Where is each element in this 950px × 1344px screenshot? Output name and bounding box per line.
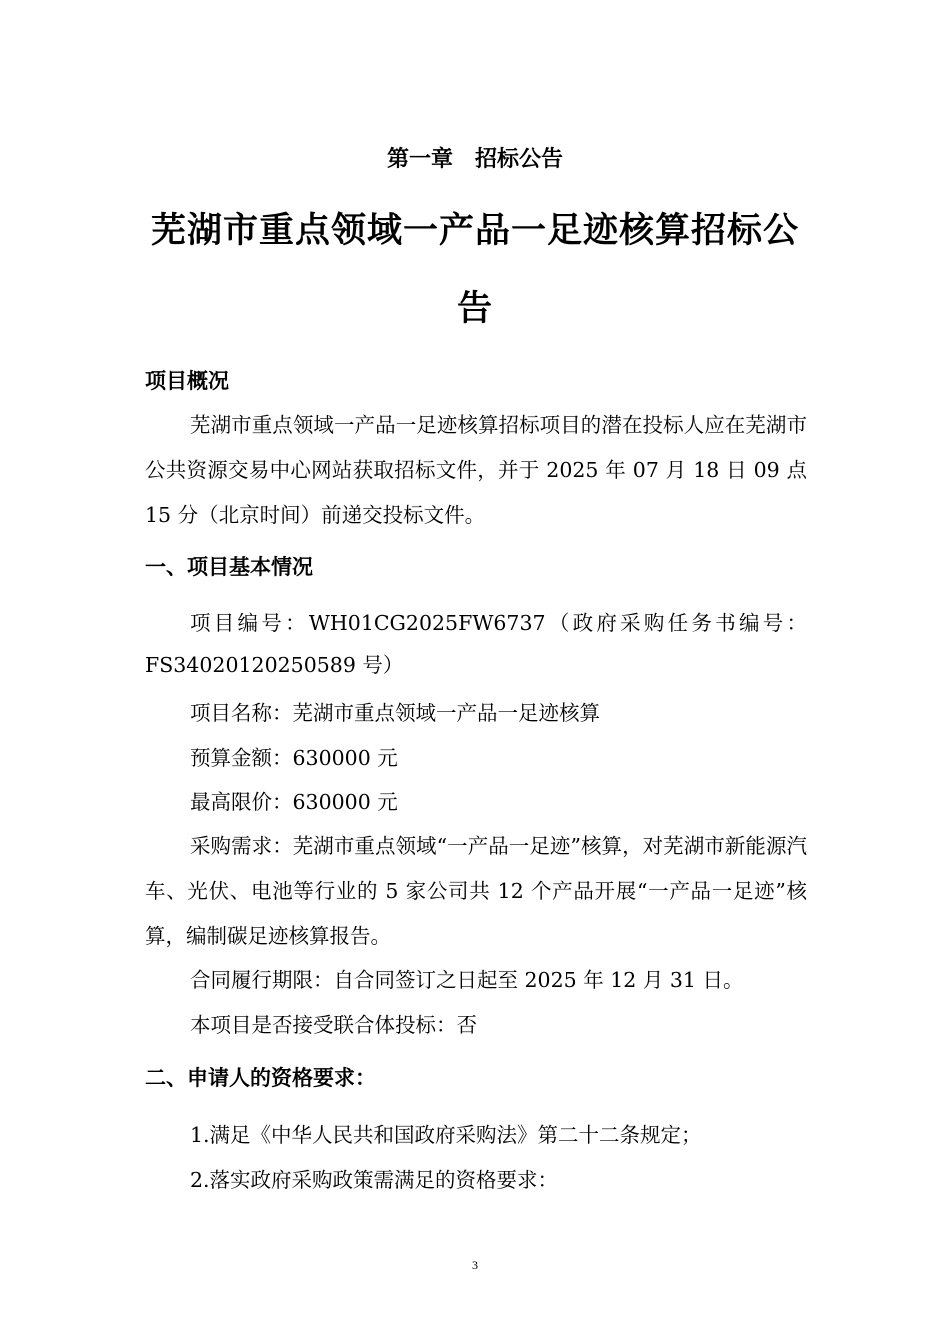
overview-paragraph: 芜湖市重点领域一产品一足迹核算招标项目的潜在投标人应在芜湖市公共资源交易中心网站获取招标文件，并于 2025 年 07 月 18 日 09 点 15 分（北京时间）前递交投标文件。 [145, 413, 807, 527]
section1-heading: 一、项目基本情况 [145, 555, 313, 579]
procurement-requirement: 采购需求：芜湖市重点领域“一产品一足迹”核算，对芜湖市新能源汽车、光伏、电池等行业的 5 家公司共 12 个产品开展“一产品一足迹”核算，编制碳足迹核算报告。 [145, 834, 807, 948]
main-title: 芜湖市重点领域一产品一足迹核算招标公告 [150, 210, 799, 329]
section2-heading: 二、申请人的资格要求： [145, 1066, 376, 1090]
budget-amount: 预算金额：630000 元 [190, 746, 398, 770]
contract-period: 合同履行期限：自合同签订之日起至 2025 年 12 月 31 日。 [190, 968, 744, 992]
qualification-item-1: 1.满足《中华人民共和国政府采购法》第二十二条规定； [190, 1123, 702, 1147]
consortium-bidding: 本项目是否接受联合体投标：否 [190, 1013, 477, 1037]
page-number: 3 [472, 1258, 478, 1272]
project-name: 项目名称：芜湖市重点领域一产品一足迹核算 [190, 701, 600, 725]
max-price: 最高限价：630000 元 [190, 790, 398, 814]
chapter-title: 第一章 招标公告 [386, 146, 563, 172]
project-code: 项目编号：WH01CG2025FW6737（政府采购任务书编号：FS34020120250589 号） [145, 611, 807, 677]
qualification-item-2: 2.落实政府采购政策需满足的资格要求： [190, 1168, 559, 1192]
overview-heading: 项目概况 [145, 369, 229, 393]
